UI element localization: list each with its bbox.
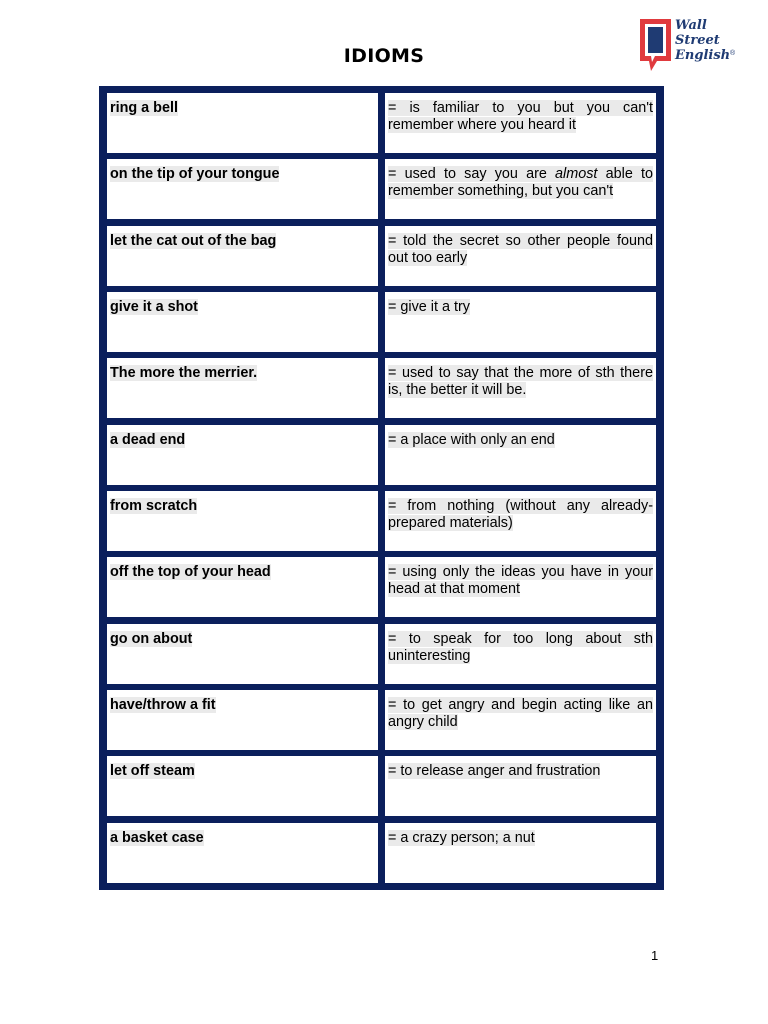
table-row [107, 425, 656, 485]
definition-cell [385, 226, 656, 286]
page-title: IDIOMS [343, 45, 425, 67]
definition-text: = is familiar to you but you can't remember where you heard it [388, 100, 653, 133]
idiom-cell [107, 624, 378, 684]
idiom-cell [107, 690, 378, 750]
logo-wordmark [675, 18, 730, 63]
idiom-text: from scratch [110, 498, 198, 514]
idiom-text: go on about [110, 631, 193, 647]
table-row [107, 358, 656, 418]
idiom-cell [107, 557, 378, 617]
definition-text: = a place with only an end [388, 432, 555, 448]
idiom-cell [107, 756, 378, 816]
idiom-cell [107, 425, 378, 485]
definition-text: = told the secret so other people found out too early [388, 233, 653, 266]
definition-cell [385, 358, 656, 418]
table-row [107, 690, 656, 750]
idiom-text: a basket case [110, 830, 204, 846]
definition-cell [385, 624, 656, 684]
definition-text: = to release anger and frustration [388, 763, 601, 779]
page-number: 1 [651, 948, 659, 963]
table-row [107, 823, 656, 883]
definition-text: = a crazy person; a nut [388, 830, 535, 846]
table-row [107, 226, 656, 286]
definition-text: = to speak for too long about sth uninteresting [388, 631, 653, 664]
definition-cell [385, 292, 656, 352]
idiom-cell [107, 358, 378, 418]
table-row [107, 491, 656, 551]
definition-cell [385, 491, 656, 551]
logo-line-3: English [675, 48, 731, 63]
idiom-cell [107, 226, 378, 286]
definition-cell [385, 690, 656, 750]
idioms-table [99, 86, 664, 890]
definition-text: = used to say that the more of sth there is, the better it will be. [388, 365, 653, 398]
table-row [107, 624, 656, 684]
definition-text-end: able to remember something, but you can't [388, 166, 653, 199]
definition-cell [385, 159, 656, 219]
table-row [107, 292, 656, 352]
definition-cell [385, 756, 656, 816]
definition-text [388, 166, 653, 199]
speech-bubble-logo-icon [637, 17, 677, 77]
definition-cell [385, 557, 656, 617]
definition-text: = give it a try [388, 299, 470, 315]
table-row [107, 159, 656, 219]
logo-line-1: Wall [675, 18, 707, 33]
idiom-cell [107, 823, 378, 883]
idiom-cell [107, 491, 378, 551]
idiom-cell [107, 159, 378, 219]
table-row [107, 557, 656, 617]
definition-cell [385, 93, 656, 153]
table-row [107, 93, 656, 153]
definition-text: = from nothing (without any already-prepared materials) [388, 498, 653, 531]
idiom-text: on the tip of your tongue [110, 166, 280, 182]
idiom-text: give it a shot [110, 299, 198, 315]
definition-cell [385, 425, 656, 485]
registered-mark: ® [730, 50, 736, 57]
definition-text-start: = used to say you are [388, 166, 556, 182]
logo-line-2: Street [675, 33, 720, 48]
definition-cell [385, 823, 656, 883]
idiom-text: ring a bell [110, 100, 178, 116]
definition-text: = using only the ideas you have in your head at that moment [388, 564, 653, 597]
idiom-text: a dead end [110, 432, 186, 448]
idiom-text: let the cat out of the bag [110, 233, 277, 249]
idiom-text: have/throw a fit [110, 697, 216, 713]
idiom-cell [107, 93, 378, 153]
table-row [107, 756, 656, 816]
idiom-text: The more the merrier. [110, 365, 258, 381]
idiom-text: let off steam [110, 763, 195, 779]
wall-street-english-logo [637, 17, 737, 77]
idiom-cell [107, 292, 378, 352]
definition-text: = to get angry and begin acting like an angry child [388, 697, 653, 730]
idiom-text: off the top of your head [110, 564, 271, 580]
definition-emphasis: almost [555, 166, 598, 182]
